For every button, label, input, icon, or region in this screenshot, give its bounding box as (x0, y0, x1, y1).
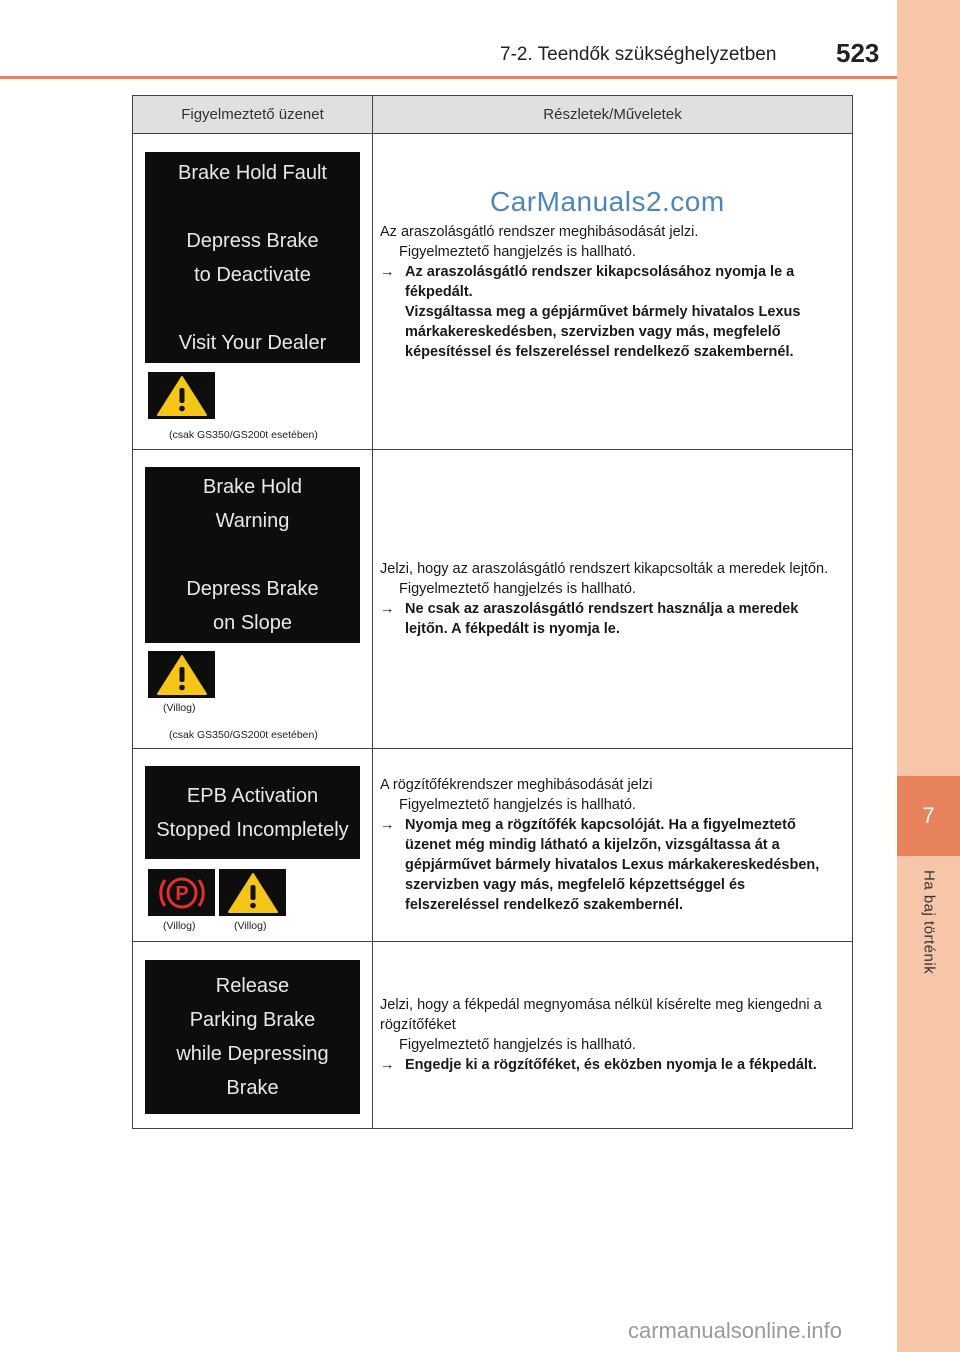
screen-line: Release (215, 975, 290, 997)
action-text: Engedje ki a rögzítőféket, és eközben nyomja le a fékpedált. (405, 1057, 817, 1073)
details-cell (373, 942, 852, 1128)
header-rule (0, 76, 897, 79)
description: Jelzi, hogy az araszolásgátló rendszert kikapcsolták a meredek lejtőn. (380, 561, 829, 577)
screen-line: Parking Brake (189, 1009, 316, 1031)
warning-triangle-icon (156, 375, 208, 417)
details-cell (373, 450, 852, 748)
action-text: Az araszolásgátló rendszer kikapcsolásához nyomja le a fékpedált. Vizsgáltassa meg a gépjárművet bármely hivatalos Lexus márkakereskedésben, szervizben vagy más, megfelelő képesítéssel és felszereléssel rendelkező szakembernél. (405, 263, 801, 360)
svg-text:P: P (174, 882, 189, 905)
chapter-label: Ha baj történik (920, 870, 938, 975)
chapter-number: 7 (897, 776, 960, 856)
description: Az araszolásgátló rendszer meghibásodását jelzi. (380, 223, 699, 240)
chapter-sidebar (897, 0, 960, 1352)
screen-line: Visit Your Dealer (178, 331, 327, 354)
screen-line: EPB Activation (186, 784, 319, 807)
message-cell (133, 942, 373, 1128)
arrow-icon: → (380, 817, 395, 833)
message-cell (133, 134, 373, 449)
description: A rögzítőfékrendszer meghibásodását jelzi (380, 777, 653, 793)
display-screen (145, 152, 360, 363)
message-cell (133, 450, 373, 748)
warning-light (219, 869, 286, 916)
warning-light (148, 651, 215, 698)
warning-messages-table (132, 95, 853, 1129)
table-row (133, 450, 852, 749)
action-text: Nyomja meg a rögzítőfék kapcsolóját. Ha a figyelmeztető üzenet még mindig látható a kijelzőn, vizsgáltassa át a gépjárművet bármely hivatalos Lexus márkakereskedésben, szervizben vagy más, megfelelő képzettséggel és felszereléssel rendelkező szakembernél. (405, 817, 820, 913)
page-number: 523 (836, 38, 880, 68)
sound-note: Figyelmeztető hangjelzés is hallható. (399, 581, 636, 597)
model-note: (csak GS350/GS200t esetében) (169, 429, 318, 441)
table-row (133, 749, 852, 942)
screen-line: on Slope (213, 612, 292, 634)
model-note: (csak GS350/GS200t esetében) (169, 729, 318, 741)
blink-caption: (Villog) (163, 702, 196, 714)
table-header (133, 96, 852, 134)
action-text: Ne csak az araszolásgátló rendszert használja a meredek lejtőn. A fékpedált is nyomja le. (405, 601, 799, 637)
arrow-icon: → (380, 601, 395, 617)
arrow-icon: → (380, 263, 395, 280)
table-row (133, 134, 852, 450)
screen-line: Brake Hold Fault (178, 161, 327, 184)
details-cell (373, 134, 852, 449)
display-screen (145, 960, 360, 1114)
arrow-icon: → (380, 1057, 395, 1073)
screen-line: to Deactivate (194, 263, 311, 286)
parking-brake-light (148, 869, 215, 916)
sound-note: Figyelmeztető hangjelzés is hallható. (399, 243, 636, 260)
details-cell (373, 749, 852, 941)
screen-line: while Depressing (176, 1043, 329, 1065)
display-screen (145, 766, 360, 859)
warning-triangle-icon (227, 872, 279, 914)
screen-line: Warning (215, 510, 290, 532)
table-row (133, 942, 852, 1128)
section-title: 7-2. Teendők szükséghelyzetben (500, 44, 777, 65)
action-instruction (380, 815, 838, 915)
screen-line: Brake (226, 1077, 279, 1099)
parking-brake-icon (158, 873, 206, 913)
display-screen (145, 467, 360, 643)
message-cell (133, 749, 373, 941)
screen-line: Depress Brake (186, 229, 319, 252)
screen-line: Depress Brake (186, 578, 319, 600)
warning-light (148, 372, 215, 419)
column-header-details: Részletek/Műveletek (543, 106, 682, 123)
watermark: CarManuals2.com (490, 186, 725, 217)
description: Jelzi, hogy a fékpedál megnyomása nélkül kísérelte meg kiengedni a rögzítőféket (380, 997, 822, 1033)
sound-note: Figyelmeztető hangjelzés is hallható. (399, 797, 636, 813)
sound-note: Figyelmeztető hangjelzés is hallható. (399, 1037, 636, 1053)
action-instruction (380, 1055, 838, 1075)
blink-caption: (Villog) (163, 920, 196, 932)
column-header-message: Figyelmeztető üzenet (133, 96, 373, 133)
screen-line: Stopped Incompletely (156, 818, 349, 841)
screen-line: Brake Hold (203, 476, 302, 498)
footer-watermark: carmanualsonline.info (628, 1318, 843, 1343)
warning-triangle-icon (156, 654, 208, 696)
action-instruction (380, 262, 838, 362)
blink-caption: (Villog) (234, 920, 267, 932)
action-instruction (380, 599, 838, 639)
